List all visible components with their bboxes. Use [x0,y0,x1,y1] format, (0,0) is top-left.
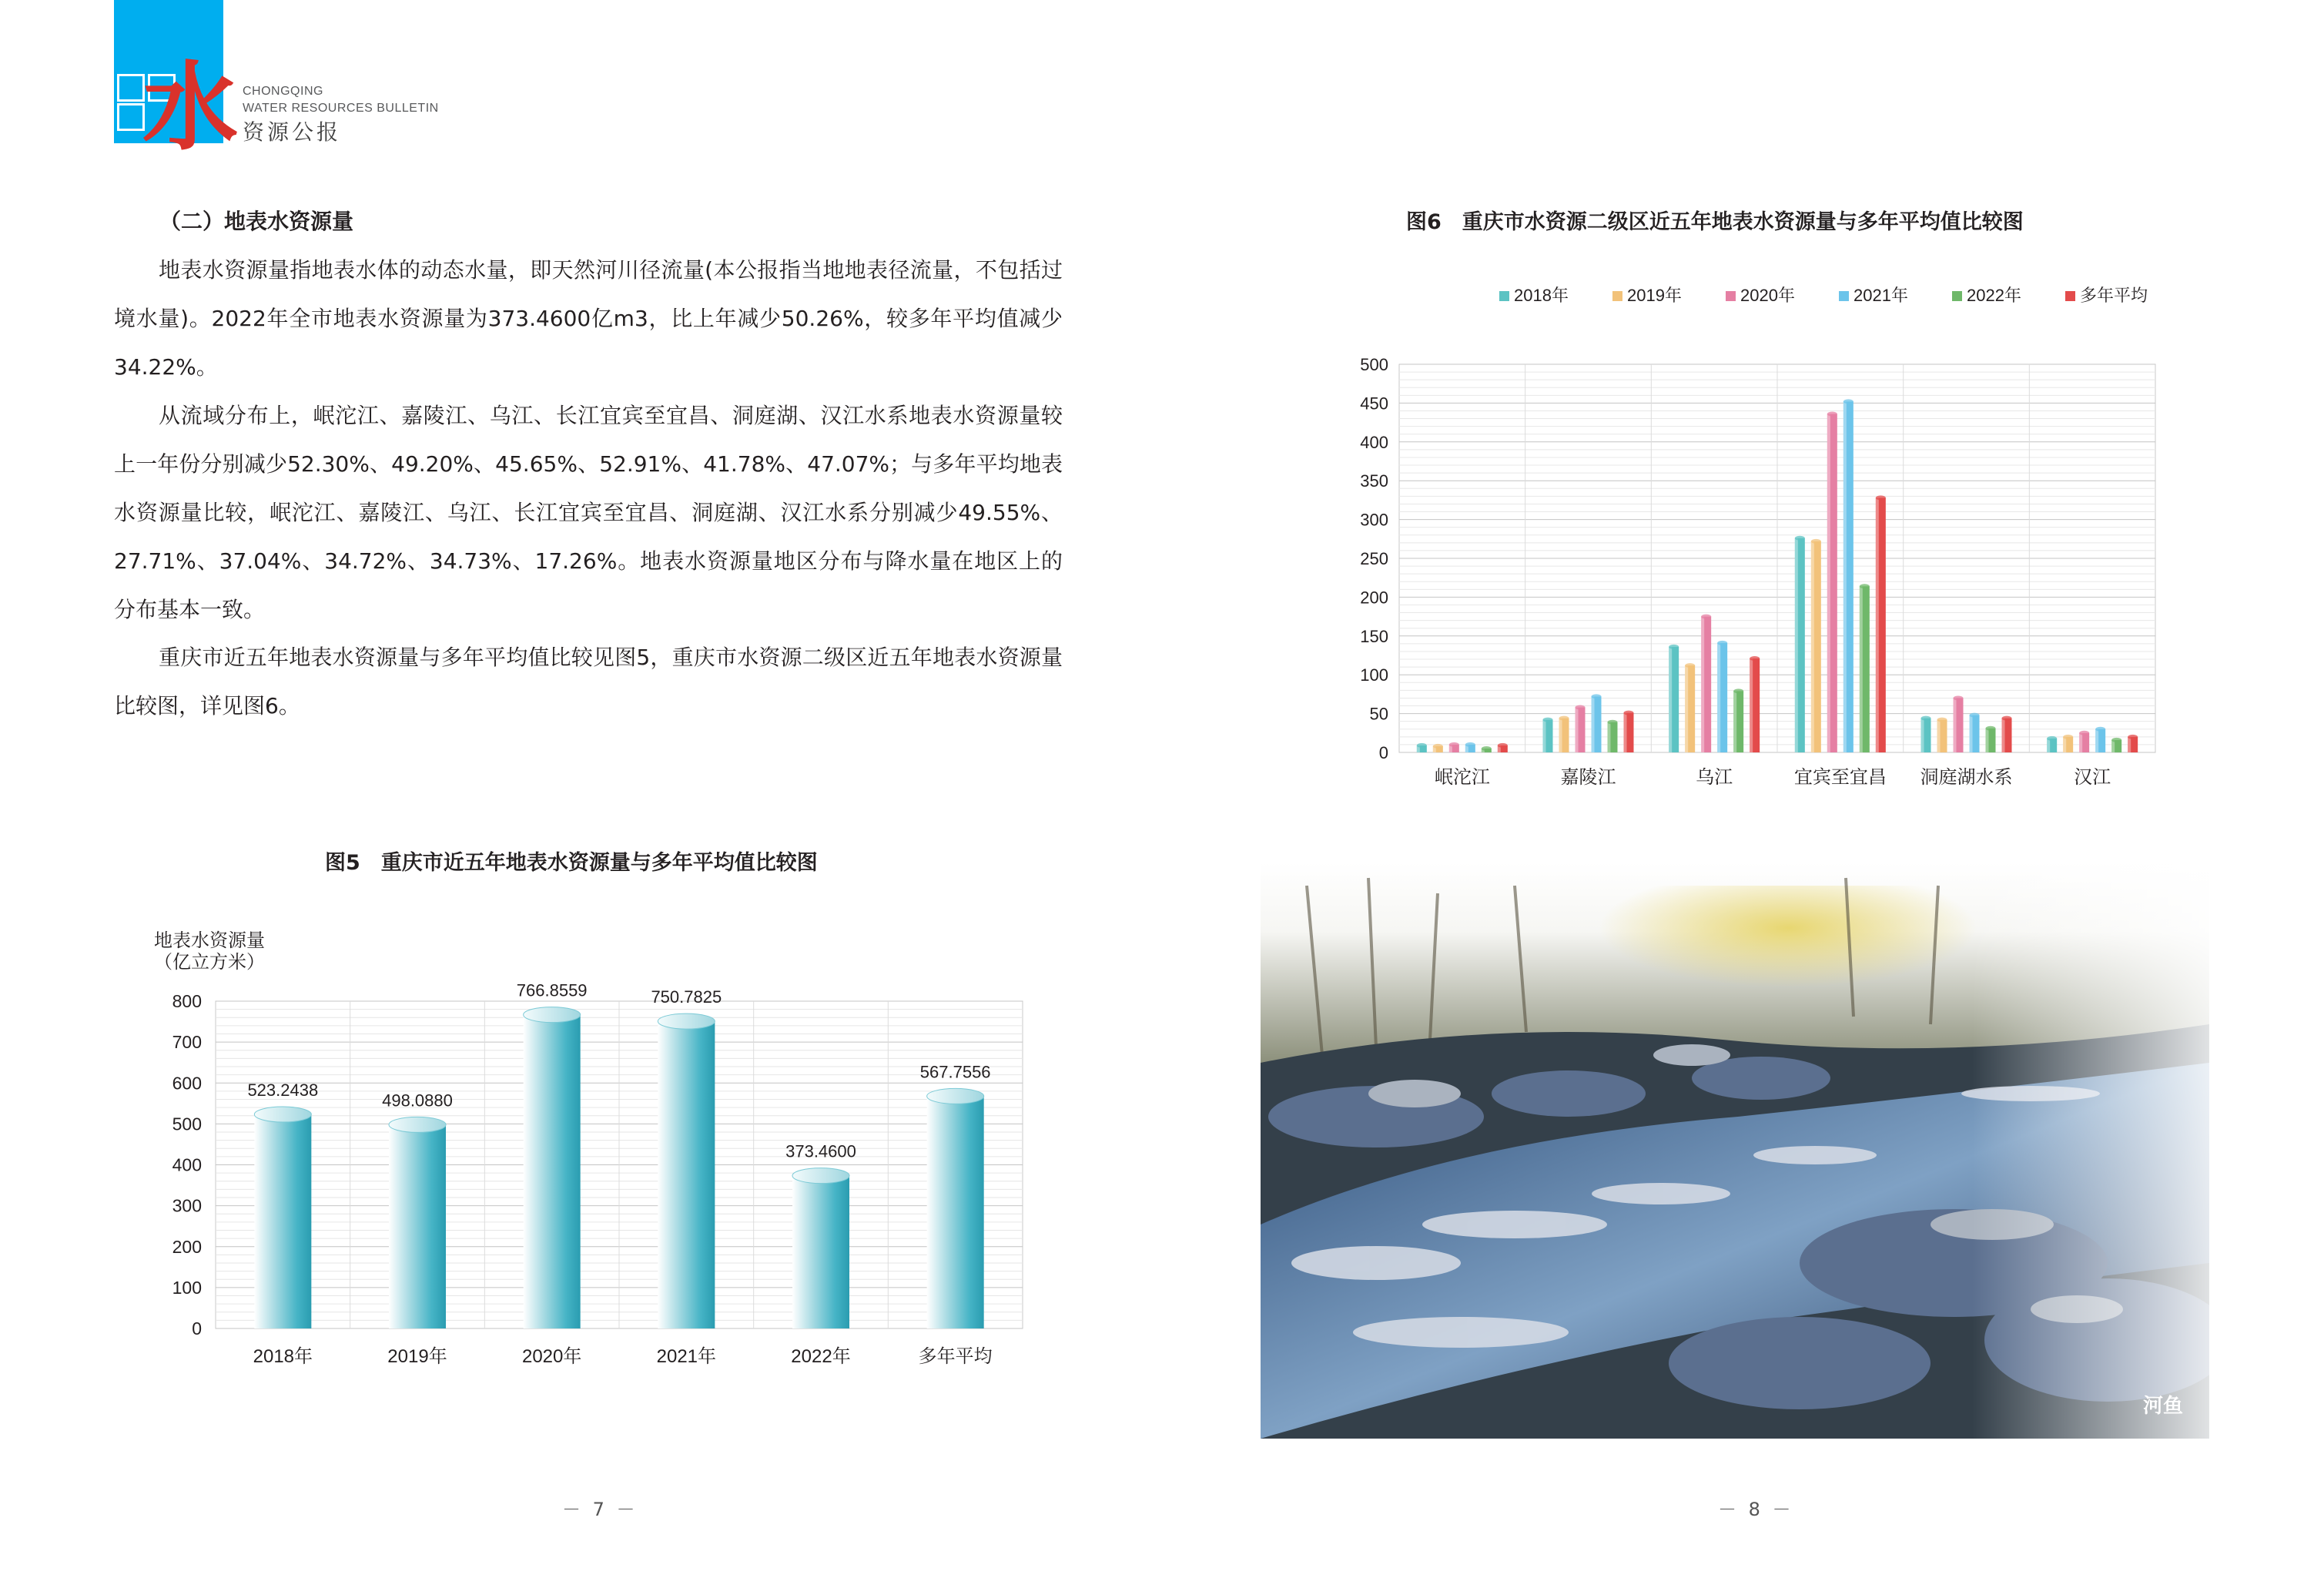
logo-chinese-title: 资源公报 [243,119,342,145]
figure5-data-label: 373.4600 [785,1141,856,1161]
figure6-ytick-label: 150 [1360,626,1388,646]
figure6-legend-swatch [2065,291,2075,301]
figure6-legend-label: 多年平均 [2080,286,2148,305]
figure5-bar-cap [927,1088,984,1104]
figure5-ytick-label: 300 [172,1195,202,1216]
figure6-xtick-label: 洞庭湖水系 [1920,767,2013,788]
figure6-legend-swatch [1612,291,1622,301]
figure6-bar-cap [1954,695,1964,700]
figure6-legend-label: 2019年 [1627,286,1682,305]
figure6-bar-cap [1592,694,1602,699]
figure5-data-label: 766.8559 [516,980,588,1000]
figure5-bar-cap [658,1013,715,1029]
figure5-xtick-label: 2018年 [253,1346,313,1367]
figure5-bar-cap [524,1007,581,1023]
figure6-ytick-label: 100 [1360,665,1388,685]
figure5-bar [658,1021,715,1328]
figure6-bar-cap [1795,536,1805,541]
figure5-ytick-label: 200 [172,1236,202,1257]
figure6-bar-highlight [1795,538,1798,752]
logo-english-title [243,83,439,117]
figure6-legend-label: 2022年 [1967,286,2021,305]
figure6-bar-highlight [1827,414,1830,752]
figure5-data-label: 567.7556 [919,1062,991,1082]
figure6-bar-highlight [1559,719,1562,752]
figure5-title: 图5 重庆市近五年地表水资源量与多年平均值比较图 [325,851,818,875]
figure5-chart [139,920,1093,1490]
figure6-bar-cap [1750,656,1760,661]
river-photo-illustration [1261,863,2209,1439]
figure6-chart [1355,273,2194,874]
figure6-bar-cap [1576,705,1586,710]
figure6-legend-swatch [1499,291,1509,301]
figure5-ylabel-unit: （亿立方米） [154,952,265,973]
figure6-bar-cap [2047,736,2057,741]
figure6-bar-highlight [1685,665,1688,752]
figure6-bar-highlight [1843,401,1847,752]
figure6-bar-cap [1449,742,1459,747]
figure6-bar-cap [2128,735,2138,739]
section-heading: （二）地表水资源量 [159,209,354,234]
body-paragraph: 地表水资源量指地表水体的动态水量，即天然河川径流量(本公报指当地地表径流量，不包括过境水量)。2022年全市地表水资源量为373.4600亿m3，比上年减少50.26%，较多年平均值减少34.22%。 [114,257,1063,380]
figure6-bar-cap [1876,495,1886,500]
figure6-xtick-label: 汉江 [2074,767,2111,788]
figure5-bar [389,1124,446,1328]
figure6-bar-cap [2111,738,2121,742]
figure6-legend-label: 2021年 [1854,286,1908,305]
figure6-xtick-label: 嘉陵江 [1560,767,1616,788]
photo-caption: 河鱼 [2142,1395,2183,1418]
figure5-bar [927,1096,984,1328]
figure6-bar-cap [2063,735,2073,739]
figure5-ytick-label: 500 [172,1114,202,1134]
river-photo [1261,863,2209,1439]
figure6-bar-highlight [1624,713,1627,752]
figure6-xtick-label: 岷沱江 [1434,767,1490,788]
figure6-ytick-label: 0 [1378,743,1388,762]
figure6-bar-highlight [1876,498,1879,752]
figure6-ytick-label: 200 [1360,588,1388,608]
figure5-bar-cap [792,1168,849,1184]
body-paragraph: 从流域分布上，岷沱江、嘉陵江、乌江、长江宜宾至宜昌、洞庭湖、汉江水系地表水资源量较上一年份分别减少52.30%、49.20%、45.65%、52.91%、41.78%、47.07%；与多年平均地表水资源量比较，岷沱江、嘉陵江、乌江、长江宜宾至宜昌、洞庭湖、汉江水系分别减少49.55%、27.71%、37.04%、34.72%、34.73%、17.26%。地表水资源量地区分布与降水量在地区上的分布基本一致。 [114,403,1063,622]
figure6-bar-cap [1433,744,1443,749]
logo-english-line: WATER RESOURCES BULLETIN [243,102,439,115]
figure6-bar-highlight [1750,658,1753,752]
figure6-legend-swatch [1726,291,1736,301]
figure5-ytick-label: 700 [172,1032,202,1053]
figure6-bar-highlight [1576,708,1579,752]
figure6-bar-cap [1669,645,1679,649]
figure5-ytick-label: 100 [172,1277,202,1298]
figure6-bar-highlight [1860,586,1863,752]
figure6-bar-cap [1733,688,1743,693]
figure6-bar-cap [1465,742,1475,747]
figure6-bar-highlight [1921,719,1924,752]
figure6-bar-cap [1843,399,1854,404]
body-paragraph: 重庆市近五年地表水资源量与多年平均值比较见图5，重庆市水资源二级区近五年地表水资源量比较图，详见图6。 [114,645,1063,719]
logo-square-icon [117,103,145,131]
figure6-bar-cap [1937,718,1947,722]
figure5-xtick-label: 多年平均 [918,1346,993,1367]
figure6-bar-cap [1921,716,1931,721]
figure6-bar-cap [1498,743,1508,748]
figure6-title: 图6 重庆市水资源二级区近五年地表水资源量与多年平均值比较图 [1406,210,2024,234]
figure6-bar-cap [1986,726,1996,731]
figure6-ytick-label: 500 [1360,355,1388,374]
figure6-bar-cap [1701,615,1711,619]
figure5-xtick-label: 2019年 [387,1346,447,1367]
figure5-ytick-label: 600 [172,1073,202,1094]
figure5-ytick-label: 0 [192,1318,202,1338]
figure6-bar-cap [1970,713,1980,718]
figure5-data-label: 523.2438 [247,1080,319,1101]
figure6-bar-highlight [1543,720,1546,752]
figure6-bar-highlight [1937,720,1941,752]
figure6-bar-cap [1417,743,1427,748]
figure6-bar-cap [1827,412,1837,417]
figure6-bar-highlight [2128,737,2131,752]
figure6-bar-highlight [1954,698,1957,752]
page-number: － 8 － [1718,1499,1794,1520]
figure6-bar-cap [1482,746,1492,751]
figure6-bar-highlight [1701,617,1704,752]
right-page [1162,0,2324,1588]
figure6-legend-label: 2018年 [1514,286,1569,305]
figure6-legend-swatch [1952,291,1962,301]
figure6-bar-highlight [1669,647,1672,752]
figure6-ytick-label: 50 [1369,704,1388,724]
figure5-data-label: 750.7825 [651,987,722,1007]
figure6-bar-cap [1624,711,1634,715]
figure6-bar-highlight [1811,541,1814,752]
figure6-bar-cap [1685,663,1695,668]
figure6-bar-cap [2095,727,2105,732]
figure6-bar-highlight [1592,696,1595,752]
figure5-bar [792,1176,849,1328]
figure6-bar-highlight [2079,733,2082,752]
figure6-bar-highlight [1970,715,1973,752]
figure6-legend-swatch [1839,291,1849,301]
figure6-bar-highlight [2002,719,2005,752]
figure6-bar-cap [1860,584,1870,588]
figure6-bar-cap [2079,731,2089,735]
figure6-ytick-label: 450 [1360,394,1388,414]
figure5-ytick-label: 800 [172,991,202,1011]
page-number: － 7 － [562,1499,638,1520]
figure6-bar-cap [1717,641,1727,645]
figure6-bar-cap [1811,539,1821,544]
logo-water-character: 水 [142,52,239,163]
logo-square-icon [117,74,145,102]
figure6-legend-label: 2020年 [1740,286,1795,305]
figure6-ytick-label: 300 [1360,510,1388,530]
figure6-xtick-label: 宜宾至宜昌 [1793,767,1887,788]
figure5-xtick-label: 2022年 [791,1346,851,1367]
figure6-bar-highlight [1986,729,1989,752]
figure6-xtick-label: 乌江 [1696,767,1733,788]
figure6-bar-cap [1608,720,1618,725]
logo-english-line: CHONGQING [243,85,323,98]
figure6-bar-highlight [2063,737,2066,752]
figure5-xtick-label: 2020年 [521,1346,582,1367]
figure6-ytick-label: 400 [1360,432,1388,452]
figure6-ytick-label: 250 [1360,549,1388,568]
figure5-bar [524,1015,581,1328]
figure6-ytick-label: 350 [1360,471,1388,491]
figure5-ylabel: 地表水资源量 [154,930,265,951]
figure6-bar-highlight [2095,729,2098,752]
figure6-bar-cap [1543,718,1553,722]
figure6-bar-highlight [1608,722,1611,752]
figure5-bar-cap [254,1107,311,1122]
figure5-ytick-label: 400 [172,1154,202,1175]
figure5-bar-cap [389,1117,446,1132]
figure6-bar-cap [2002,716,2012,721]
figure6-bar-cap [1559,716,1569,721]
figure6-bar-highlight [1717,643,1720,752]
figure5-bar [254,1114,311,1328]
figure6-bar-highlight [1733,691,1736,752]
figure5-data-label: 498.0880 [382,1090,453,1111]
figure6-bar-highlight [2047,739,2050,752]
figure5-xtick-label: 2021年 [656,1346,717,1367]
